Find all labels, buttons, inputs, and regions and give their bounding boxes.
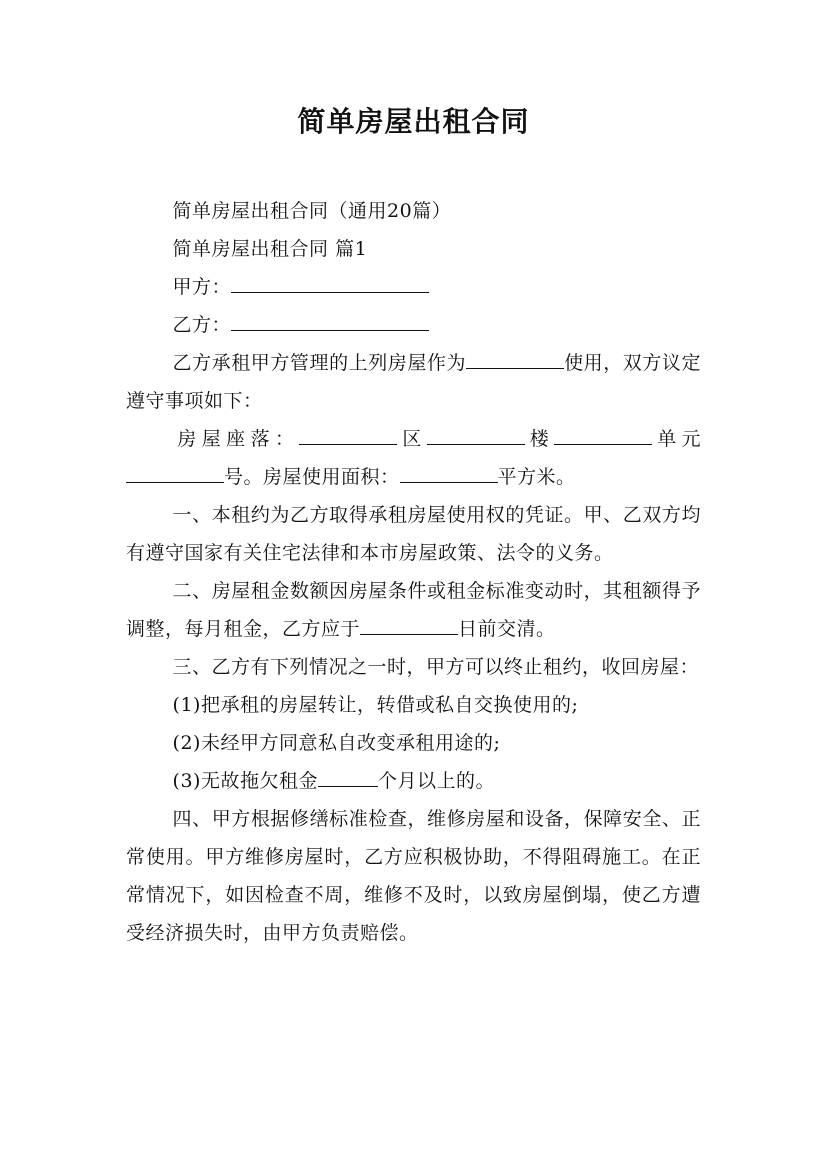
party-b-line: [126, 306, 701, 344]
clause-2-part2: 日前交清。: [458, 618, 556, 640]
clause-2-part1: 二、房屋租金数额因房屋条件或租金标准变动时，其租额得予调整，每月租金，乙方应于: [126, 580, 701, 640]
party-b-label: 乙方：: [172, 314, 232, 336]
area-unit: 平方米。: [497, 466, 576, 488]
party-a-label: 甲方：: [172, 276, 232, 298]
use-blank: [466, 348, 564, 369]
item-3-part2: 个月以上的。: [377, 770, 495, 792]
item-2: (2)未经甲方同意私自改变承租用途的;: [172, 732, 501, 754]
use-clause: [126, 344, 701, 420]
clause-4: 四、甲方根据修缮标准检查，维修房屋和设备，保障安全、正常使用。甲方维修房屋时，乙方应积极协助，不得阻碍施工。在正常情况下，如因检查不周，维修不及时，以致房屋倒塌，使乙方遭受经济损失时，由甲方负责赔偿。: [126, 808, 701, 944]
unit-blank: [554, 424, 652, 445]
building-label: 楼: [524, 428, 555, 450]
party-a-blank: [231, 272, 429, 293]
location-label: 房屋座落：: [177, 428, 300, 450]
clause-3: 三、乙方有下列情况之一时，甲方可以终止租约，收回房屋：: [172, 656, 700, 678]
payment-day-blank: [360, 614, 458, 635]
district-label: 区: [397, 428, 427, 450]
months-blank: [318, 766, 378, 787]
party-b-blank: [231, 310, 429, 331]
use-clause-part1: 乙方承租甲方管理的上列房屋作为: [172, 352, 467, 374]
district-blank: [299, 424, 397, 445]
clause-1: 一、本租约为乙方取得承租房屋使用权的凭证。甲、乙双方均有遵守国家有关住宅法律和本市房屋政策、法令的义务。: [126, 504, 701, 564]
unit-label: 单元: [652, 428, 701, 450]
area-blank: [400, 462, 498, 483]
building-blank: [427, 424, 525, 445]
item-1: (1)把承租的房屋转让，转借或私自交换使用的;: [172, 694, 579, 716]
item-3-part1: (3)无故拖欠租金: [172, 770, 318, 792]
item-3: [126, 762, 701, 800]
clause-2: [126, 572, 701, 648]
document-body: [126, 192, 701, 952]
article-heading: 简单房屋出租合同 篇1: [172, 238, 368, 260]
document-title: 简单房屋出租合同: [297, 105, 530, 138]
subtitle-line: 简单房屋出租合同（通用20篇）: [172, 200, 452, 222]
area-label: 房屋使用面积：: [263, 466, 400, 488]
party-a-line: [126, 268, 701, 306]
number-label: 号。: [224, 466, 264, 488]
location-clause: [126, 420, 701, 496]
use-clause-part2: 使用，双方议定遵守事项如下：: [126, 352, 701, 412]
number-blank: [126, 462, 224, 483]
